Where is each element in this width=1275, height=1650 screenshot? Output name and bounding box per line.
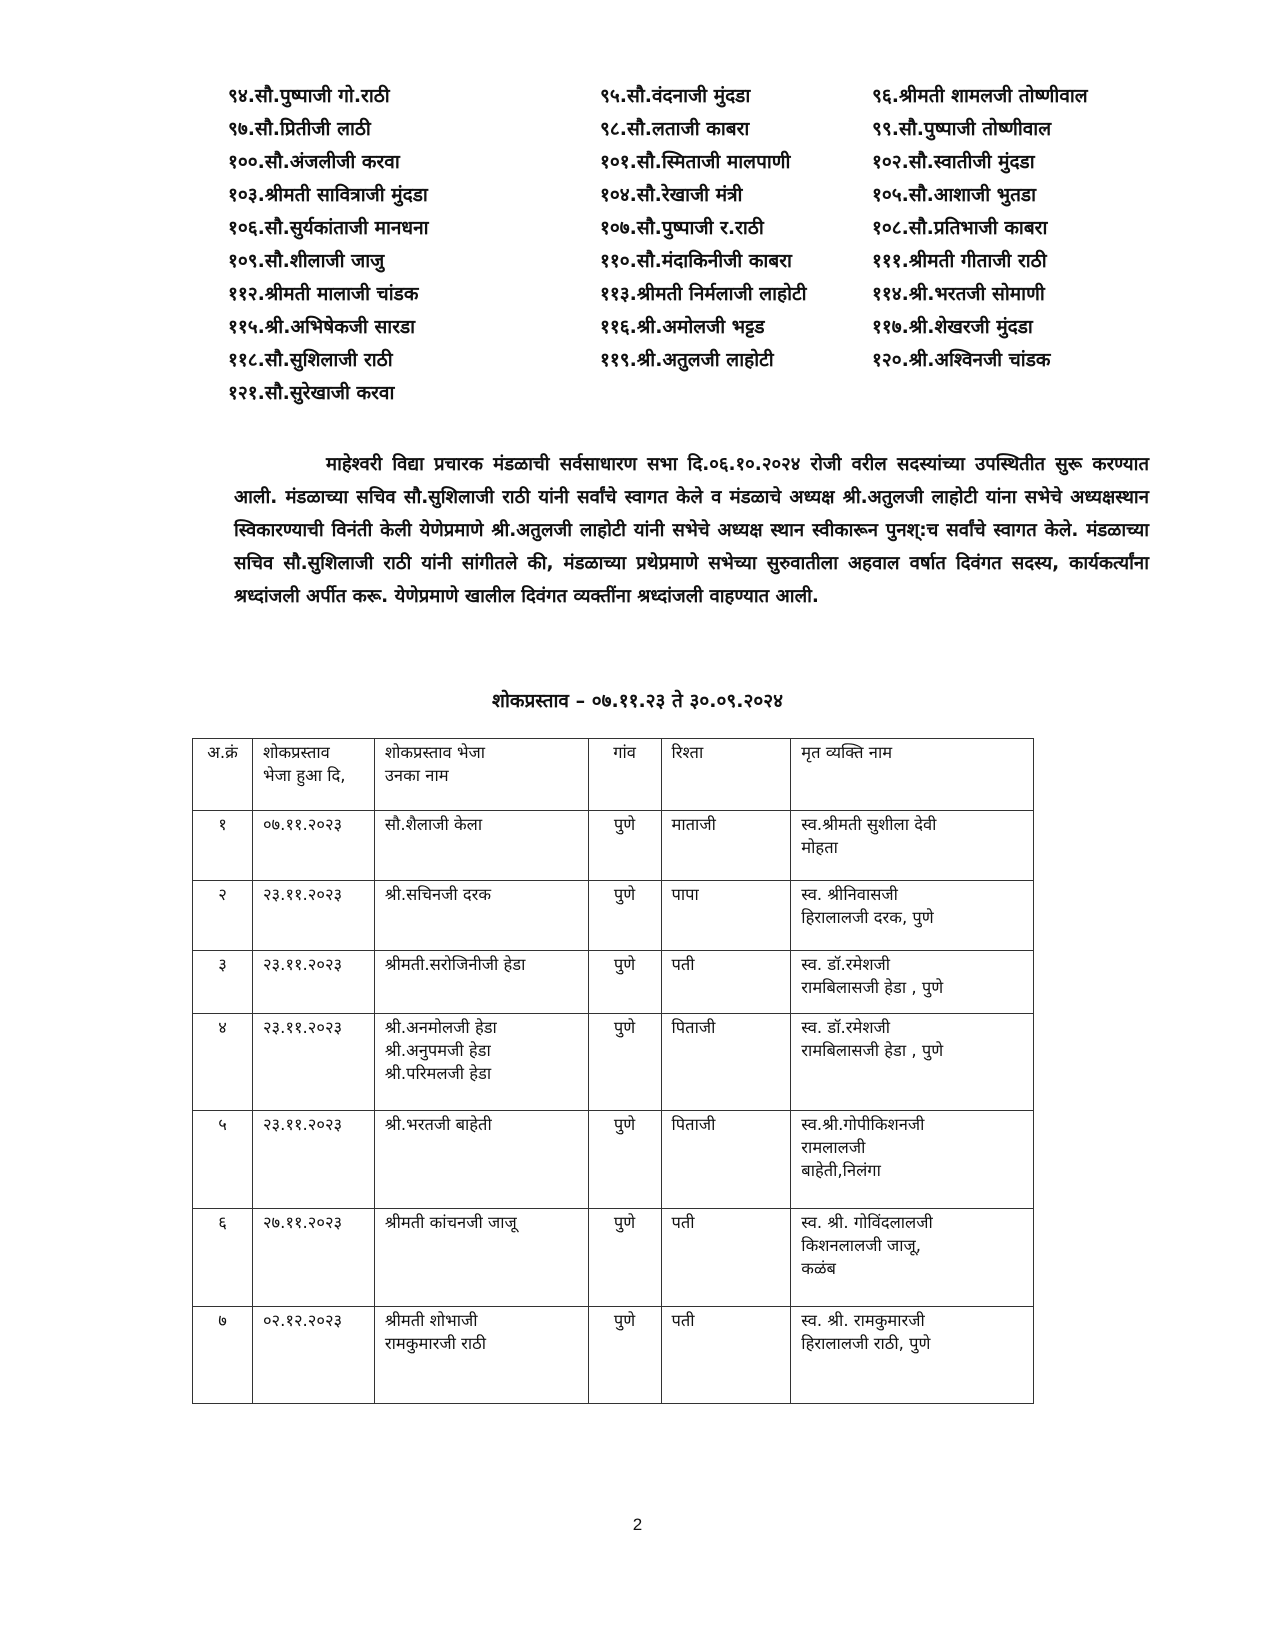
village-cell: पुणे	[588, 811, 661, 881]
member-name: ९५.सौ.वंदनाजी मुंदडा	[600, 84, 751, 107]
member-name: १०४.सौ.रेखाजी मंत्री	[600, 183, 743, 206]
serial-cell: ६	[193, 1209, 253, 1307]
member-name: ९८.सौ.लताजी काबरा	[600, 117, 750, 140]
date-cell: ०७.११.२०२३	[252, 811, 374, 881]
date-cell: २३.११.२०२३	[252, 1014, 374, 1111]
member-name: ११५.श्री.अभिषेकजी सारडा	[228, 315, 416, 338]
member-name: १२१.सौ.सुरेखाजी करवा	[228, 381, 395, 404]
member-row	[228, 309, 1128, 342]
member-name: १०७.सौ.पुष्पाजी र.राठी	[600, 216, 764, 239]
relation-cell: पिताजी	[661, 1111, 791, 1209]
table-row	[193, 1014, 1034, 1111]
deceased-cell: स्व. श्रीनिवासजी हिरालालजी दरक, पुणे	[791, 881, 1034, 951]
serial-cell: २	[193, 881, 253, 951]
header-deceased: मृत व्यक्ति नाम	[791, 739, 1034, 811]
header-serial: अ.क्रं	[193, 739, 253, 811]
table-row	[193, 1209, 1034, 1307]
member-name: ११३.श्रीमती निर्मलाजी लाहोटी	[600, 282, 807, 305]
date-cell: २३.११.२०२३	[252, 881, 374, 951]
serial-cell: ५	[193, 1111, 253, 1209]
member-row	[228, 342, 1128, 375]
village-cell: पुणे	[588, 951, 661, 1014]
member-name: १०९.सौ.शीलाजी जाजु	[228, 249, 385, 272]
member-row	[228, 276, 1128, 309]
relation-cell: पती	[661, 951, 791, 1014]
member-row	[228, 243, 1128, 276]
member-name: ११८.सौ.सुशिलाजी राठी	[228, 348, 393, 371]
table-row	[193, 951, 1034, 1014]
relation-cell: पिताजी	[661, 1014, 791, 1111]
deceased-cell: स्व. श्री. रामकुमारजी हिरालालजी राठी, पुणे	[791, 1307, 1034, 1404]
member-name: १०२.सौ.स्वातीजी मुंदडा	[872, 150, 1035, 173]
deceased-cell: स्व.श्री.गोपीकिशनजी रामलालजी बाहेती,निलंगा	[791, 1111, 1034, 1209]
member-name: ११०.सौ.मंदाकिनीजी काबरा	[600, 249, 792, 272]
sender-cell: सौ.शैलाजी केला	[374, 811, 588, 881]
member-row	[228, 111, 1128, 144]
sender-cell: श्री.अनमोलजी हेडा श्री.अनुपमजी हेडा श्री.परिमलजी हेडा	[374, 1014, 588, 1111]
table-header-row	[193, 739, 1034, 811]
village-cell: पुणे	[588, 1014, 661, 1111]
sender-cell: श्रीमती.सरोजिनीजी हेडा	[374, 951, 588, 1014]
member-row	[228, 210, 1128, 243]
member-name: ११४.श्री.भरतजी सोमाणी	[872, 282, 1045, 305]
header-village: गांव	[588, 739, 661, 811]
village-cell: पुणे	[588, 1209, 661, 1307]
serial-cell: १	[193, 811, 253, 881]
serial-cell: ४	[193, 1014, 253, 1111]
member-name: १२०.श्री.अश्विनजी चांडक	[872, 348, 1051, 371]
relation-cell: माताजी	[661, 811, 791, 881]
deceased-cell: स्व.श्रीमती सुशीला देवी मोहता	[791, 811, 1034, 881]
village-cell: पुणे	[588, 1111, 661, 1209]
date-cell: ०२.१२.२०२३	[252, 1307, 374, 1404]
village-cell: पुणे	[588, 1307, 661, 1404]
village-cell: पुणे	[588, 881, 661, 951]
member-name: १११.श्रीमती गीताजी राठी	[872, 249, 1047, 272]
member-name: ९४.सौ.पुष्पाजी गो.राठी	[228, 84, 390, 107]
sender-cell: श्री.सचिनजी दरक	[374, 881, 588, 951]
condolence-table-title: शोकप्रस्ताव – ०७.११.२३ ते ३०.०९.२०२४	[492, 690, 783, 712]
member-name: १०६.सौ.सुर्यकांताजी मानधना	[228, 216, 429, 239]
serial-cell: ७	[193, 1307, 253, 1404]
deceased-cell: स्व. डॉ.रमेशजी रामबिलासजी हेडा , पुणे	[791, 1014, 1034, 1111]
member-name: ११७.श्री.शेखरजी मुंदडा	[872, 315, 1033, 338]
sender-cell: श्री.भरतजी बाहेती	[374, 1111, 588, 1209]
relation-cell: पापा	[661, 881, 791, 951]
member-name: ९९.सौ.पुष्पाजी तोष्णीवाल	[872, 117, 1052, 140]
meeting-paragraph: माहेश्वरी विद्या प्रचारक मंडळाची सर्वसाधारण सभा दि.०६.१०.२०२४ रोजी वरील सदस्यांच्या उपस्थितीत सुरू करण्यात आली. मंडळाच्या सचिव सौ.सुशिलाजी राठी यांनी सर्वांचे स्वागत केले व मंडळाचे अध्यक्ष श्री.अतुलजी लाहोटी यांना सभेचे अध्यक्षस्थान स्विकारण्याची विनंती केली येणेप्रमाणे श्री.अतुलजी लाहोटी यांनी सभेचे अध्यक्ष स्थान स्वीकारून पुनश्:च सर्वांचे स्वागत केले. मंडळाच्या सचिव सौ.सुशिलाजी राठी यांनी सांगीतले की, मंडळाच्या प्रथेप्रमाणे सभेच्या सुरुवातीला अहवाल वर्षात दिवंगत सदस्य, कार्यकर्त्यांना श्रध्दांजली अर्पीत करू. येणेप्रमाणे खालील दिवंगत व्यक्तींना श्रध्दांजली वाहण्यात आली.	[234, 454, 1149, 607]
member-name: १०८.सौ.प्रतिभाजी काबरा	[872, 216, 1048, 239]
table-row	[193, 1111, 1034, 1209]
sender-cell: श्रीमती शोभाजी रामकुमारजी राठी	[374, 1307, 588, 1404]
member-name: १००.सौ.अंजलीजी करवा	[228, 150, 400, 173]
header-date: शोकप्रस्ताव भेजा हुआ दि,	[252, 739, 374, 811]
member-row	[228, 177, 1128, 210]
table-row	[193, 1307, 1034, 1404]
deceased-cell: स्व. डॉ.रमेशजी रामबिलासजी हेडा , पुणे	[791, 951, 1034, 1014]
date-cell: २३.११.२०२३	[252, 1111, 374, 1209]
page-number: 2	[632, 1515, 643, 1534]
member-list	[228, 78, 1128, 408]
serial-cell: ३	[193, 951, 253, 1014]
header-sender: शोकप्रस्ताव भेजा उनका नाम	[374, 739, 588, 811]
member-name: ९६.श्रीमती शामलजी तोष्णीवाल	[872, 84, 1088, 107]
member-row	[228, 375, 1128, 408]
member-name: ११२.श्रीमती मालाजी चांडक	[228, 282, 419, 305]
member-name: ९७.सौ.प्रितीजी लाठी	[228, 117, 371, 140]
relation-cell: पती	[661, 1209, 791, 1307]
relation-cell: पती	[661, 1307, 791, 1404]
member-name: १०५.सौ.आशाजी भुतडा	[872, 183, 1037, 206]
member-row	[228, 78, 1128, 111]
header-relation: रिश्ता	[661, 739, 791, 811]
member-name: ११९.श्री.अतुलजी लाहोटी	[600, 348, 774, 371]
date-cell: २३.११.२०२३	[252, 951, 374, 1014]
table-row	[193, 811, 1034, 881]
sender-cell: श्रीमती कांचनजी जाजू	[374, 1209, 588, 1307]
table-row	[193, 881, 1034, 951]
member-row	[228, 144, 1128, 177]
condolence-table	[192, 738, 1034, 1404]
date-cell: २७.११.२०२३	[252, 1209, 374, 1307]
member-name: १०३.श्रीमती सावित्राजी मुंदडा	[228, 183, 428, 206]
member-name: ११६.श्री.अमोलजी भट्टड	[600, 315, 765, 338]
member-name: १०१.सौ.स्मिताजी मालपाणी	[600, 150, 791, 173]
deceased-cell: स्व. श्री. गोविंदलालजी किशनलालजी जाजू, कळंब	[791, 1209, 1034, 1307]
